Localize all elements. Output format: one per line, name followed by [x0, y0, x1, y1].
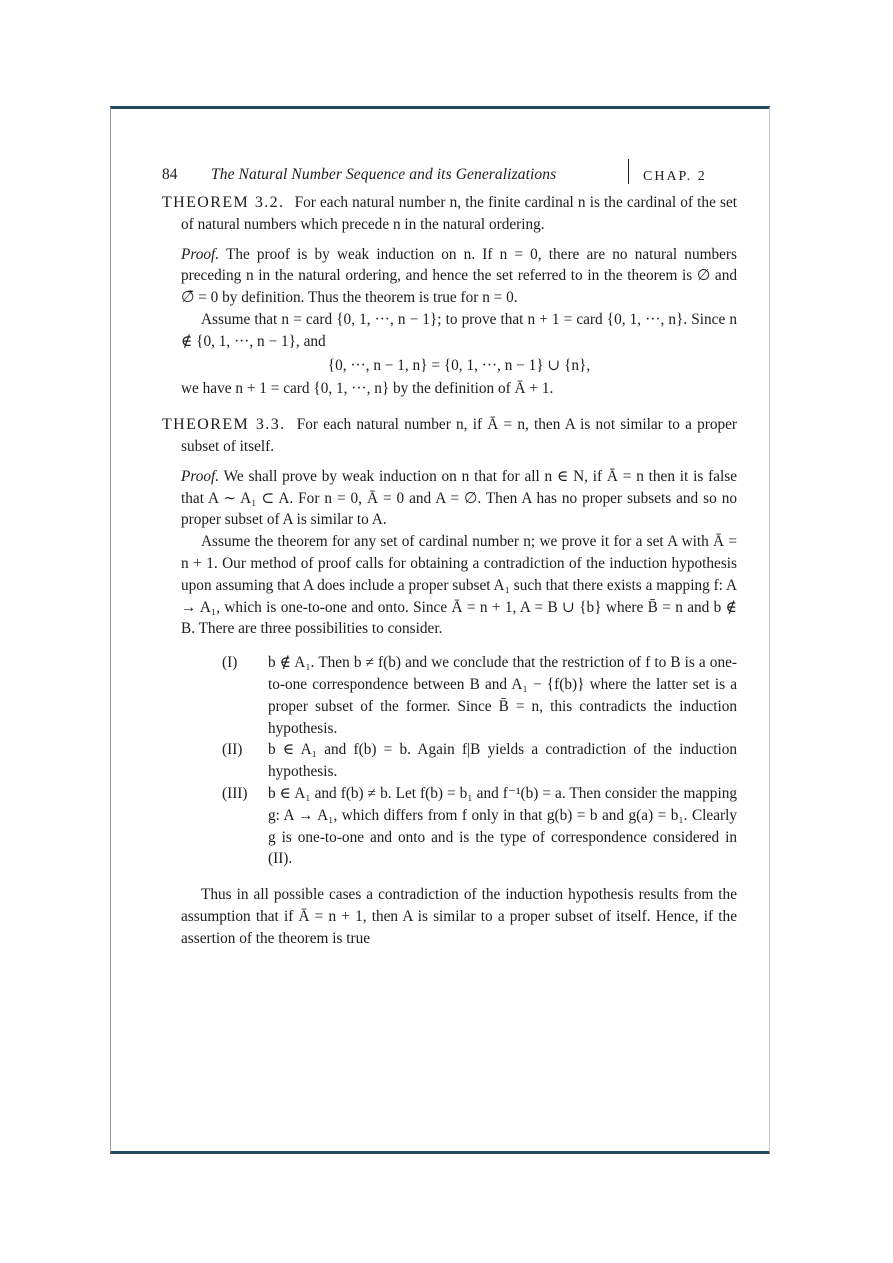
case-label: (I): [222, 654, 238, 672]
proof-text: The proof is by weak induction on n. If n = 0, there are no natural numbers preceding n in the natural ordering, and hence the set referred to in the theorem is ∅ and ∅̄ = 0 by definition. Thus the theorem is true for n = 0.: [181, 245, 737, 307]
conclusion-paragraph: [181, 884, 737, 949]
running-title: The Natural Number Sequence and its Generalizations: [211, 166, 557, 183]
theorem-label: THEOREM 3.3.: [162, 416, 286, 434]
case-item: [222, 783, 737, 870]
proof-paragraph: [181, 378, 737, 400]
proof-paragraph: [181, 309, 737, 353]
case-item: [222, 739, 737, 783]
conclusion-text: Thus in all possible cases a contradiction of the induction hypothesis results from the assumption that if Ā = n + 1, then A is similar to a proper subset of itself. Hence, if the assertion of the theorem is true: [181, 886, 737, 947]
proof-label: Proof.: [181, 467, 220, 485]
theorem-label: THEOREM 3.2.: [162, 194, 285, 211]
proof-label: Proof.: [181, 245, 220, 263]
proof-paragraph: [181, 244, 737, 309]
section-gap: [162, 400, 737, 414]
chapter-label: CHAP. 2: [643, 169, 707, 184]
proof-text: we have n + 1 = card {0, 1, ···, n} by the definition of Ā + 1.: [181, 380, 554, 398]
case-text: b ∈ A₁ and f(b) = b. Again f|B yields a contradiction of the induction hypothesis.: [268, 741, 737, 781]
proof-paragraph: [181, 466, 737, 531]
proof-text: Assume that n = card {0, 1, ···, n − 1}; to prove that n + 1 = card {0, 1, ···, n}. Since n ∉ {0, 1, ···, n − 1}, and: [181, 310, 737, 350]
case-text: b ∈ A₁ and f(b) ≠ b. Let f(b) = b₁ and f⁻¹(b) = a. Then consider the mapping g: A → A₁, which differs from f only in that g(b) = b and g(a) = b₁. Clearly g is one-to-one and onto and is the type of correspondence considered in (II).: [268, 784, 737, 868]
header-divider: [628, 159, 629, 184]
theorem-statement: For each natural number n, if Ā = n, then A is not similar to a proper subset of itself.: [181, 416, 737, 455]
page-number: 84: [162, 166, 178, 183]
proof-paragraph: [181, 531, 737, 640]
case-label: (II): [222, 741, 243, 759]
case-item: [222, 652, 737, 739]
case-label: (III): [222, 784, 248, 802]
theorem-3-3: [162, 414, 737, 458]
page-header: [162, 158, 737, 188]
page-content: [162, 158, 737, 950]
proof-text: Assume the theorem for any set of cardinal number n; we prove it for a set A with Ā = n + 1. Our method of proof calls for obtaining a contradiction of the induction hypothesis upon assuming that A does include a proper subset A₁ such that there exists a mapping f: A → A₁, which is one-to-one and onto. Since Ā = n + 1, A = B ∪ {b} where B̄ = n and b ∉ B. There are three possibilities to consider.: [181, 533, 737, 638]
case-text: b ∉ A₁. Then b ≠ f(b) and we conclude that the restriction of f to B is a one-to-one correspondence between B and A₁ − {f(b)} where the latter set is a proper subset of the former. Since B̄ = n, this contradicts the induction hypothesis.: [268, 654, 737, 737]
case-list: [162, 652, 737, 870]
theorem-statement: For each natural number n, the finite cardinal n is the cardinal of the set of natural numbers which precede n in the natural ordering.: [181, 194, 737, 233]
theorem-3-2: [162, 192, 737, 236]
proof-text: We shall prove by weak induction on n that for all n ∈ N, if Ā = n then it is false that A ∼ A₁ ⊂ A. For n = 0, Ā = 0 and A = ∅. Then A has no proper subsets and so no proper subset of A is similar to A.: [181, 467, 737, 529]
display-equation: {0, ···, n − 1, n} = {0, 1, ···, n − 1} ∪ {n},: [327, 356, 591, 374]
